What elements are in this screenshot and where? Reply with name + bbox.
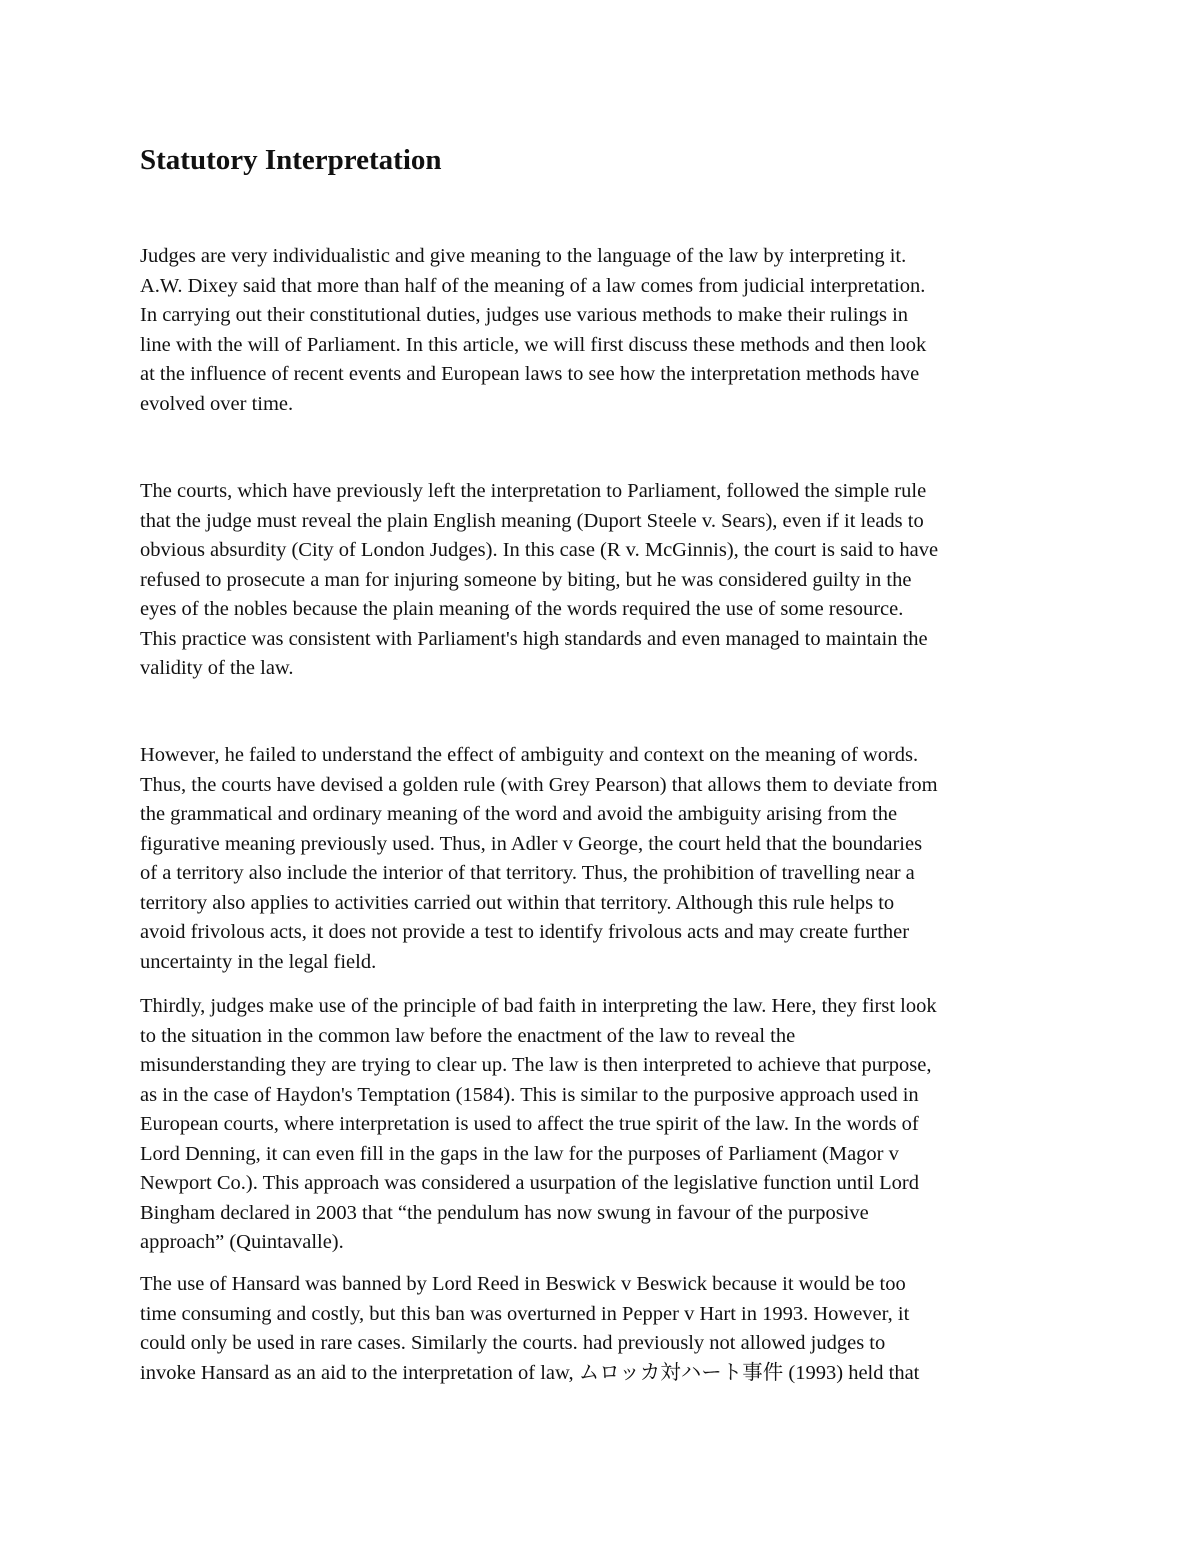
text-line: eyes of the nobles because the plain meaning of the words required the use of some resource. bbox=[140, 598, 904, 620]
text-line: as in the case of Haydon's Temptation (1584). This is similar to the purposive approach used in bbox=[140, 1083, 919, 1106]
paragraph-golden-rule bbox=[140, 741, 1080, 977]
text-line: In carrying out their constitutional duties, judges use various methods to make their rulings in bbox=[140, 304, 909, 326]
text-line: the grammatical and ordinary meaning of the word and avoid the ambiguity arising from the bbox=[140, 803, 898, 825]
text-line: refused to prosecute a man for injuring someone by biting, but he was considered guilty in the bbox=[140, 568, 912, 591]
text-line: This practice was consistent with Parliament's high standards and even managed to maintain the bbox=[140, 627, 928, 650]
text-line: figurative meaning previously used. Thus, in Adler v George, the court held that the boundaries bbox=[140, 832, 923, 855]
text-line: at the influence of recent events and European laws to see how the interpretation methods have bbox=[140, 363, 920, 385]
text-line: The courts, which have previously left the interpretation to Parliament, followed the simple rule bbox=[140, 480, 927, 502]
paragraph-intro bbox=[140, 242, 1080, 419]
text-line: to the situation in the common law before the enactment of the law to reveal the bbox=[140, 1024, 796, 1047]
text-line: validity of the law. bbox=[140, 657, 294, 679]
text-line: avoid frivolous acts, it does not provide a test to identify frivolous acts and may create further bbox=[140, 921, 910, 943]
text-line: A.W. Dixey said that more than half of the meaning of a law comes from judicial interpretation. bbox=[140, 274, 926, 297]
text-line: territory also applies to activities carried out within that territory. Although this rule helps to bbox=[140, 891, 895, 914]
text-line: uncertainty in the legal field. bbox=[140, 950, 377, 973]
paragraph-hansard bbox=[140, 1270, 1080, 1388]
text-line: evolved over time. bbox=[140, 392, 294, 415]
paragraph-literal-rule bbox=[140, 477, 1080, 684]
document-title: Statutory Interpretation bbox=[140, 144, 442, 176]
text-line: time consuming and costly, but this ban was overturned in Pepper v Hart in 1993. However, it bbox=[140, 1302, 910, 1325]
text-line: Thirdly, judges make use of the principle of bad faith in interpreting the law. Here, they first look bbox=[140, 995, 937, 1017]
text-line: Judges are very individualistic and give meaning to the language of the law by interpreting it. bbox=[140, 245, 907, 267]
text-line: misunderstanding they are trying to clear up. The law is then interpreted to achieve that purpose, bbox=[140, 1054, 932, 1076]
text-line: line with the will of Parliament. In this article, we will first discuss these methods and then look bbox=[140, 333, 927, 356]
text-line: However, he failed to understand the effect of ambiguity and context on the meaning of words. bbox=[140, 744, 919, 766]
text-line: The use of Hansard was banned by Lord Reed in Beswick v Beswick because it would be too bbox=[140, 1273, 906, 1295]
paragraph-mischief-rule bbox=[140, 992, 1080, 1258]
text-line: Thus, the courts have devised a golden rule (with Grey Pearson) that allows them to deviate from bbox=[140, 773, 938, 796]
text-line: European courts, where interpretation is used to affect the true spirit of the law. In the words of bbox=[140, 1113, 919, 1135]
text-line: Lord Denning, it can even fill in the gaps in the law for the purposes of Parliament (Magor v bbox=[140, 1142, 899, 1165]
text-line: that the judge must reveal the plain English meaning (Duport Steele v. Sears), even if it leads to bbox=[140, 509, 924, 532]
text-line: Newport Co.). This approach was considered a usurpation of the legislative function until Lord bbox=[140, 1172, 919, 1194]
text-line: invoke Hansard as an aid to the interpretation of law, ムロッカ対ハート事件 (1993) held that bbox=[140, 1361, 920, 1384]
text-line: obvious absurdity (City of London Judges). In this case (R v. McGinnis), the court is said to have bbox=[140, 539, 939, 561]
text-line: Bingham declared in 2003 that “the pendulum has now swung in favour of the purposive bbox=[140, 1201, 869, 1224]
text-line: could only be used in rare cases. Similarly the courts. had previously not allowed judges to bbox=[140, 1332, 886, 1354]
text-line: approach” (Quintavalle). bbox=[140, 1231, 344, 1253]
text-line: of a territory also include the interior of that territory. Thus, the prohibition of travelling near a bbox=[140, 862, 915, 884]
